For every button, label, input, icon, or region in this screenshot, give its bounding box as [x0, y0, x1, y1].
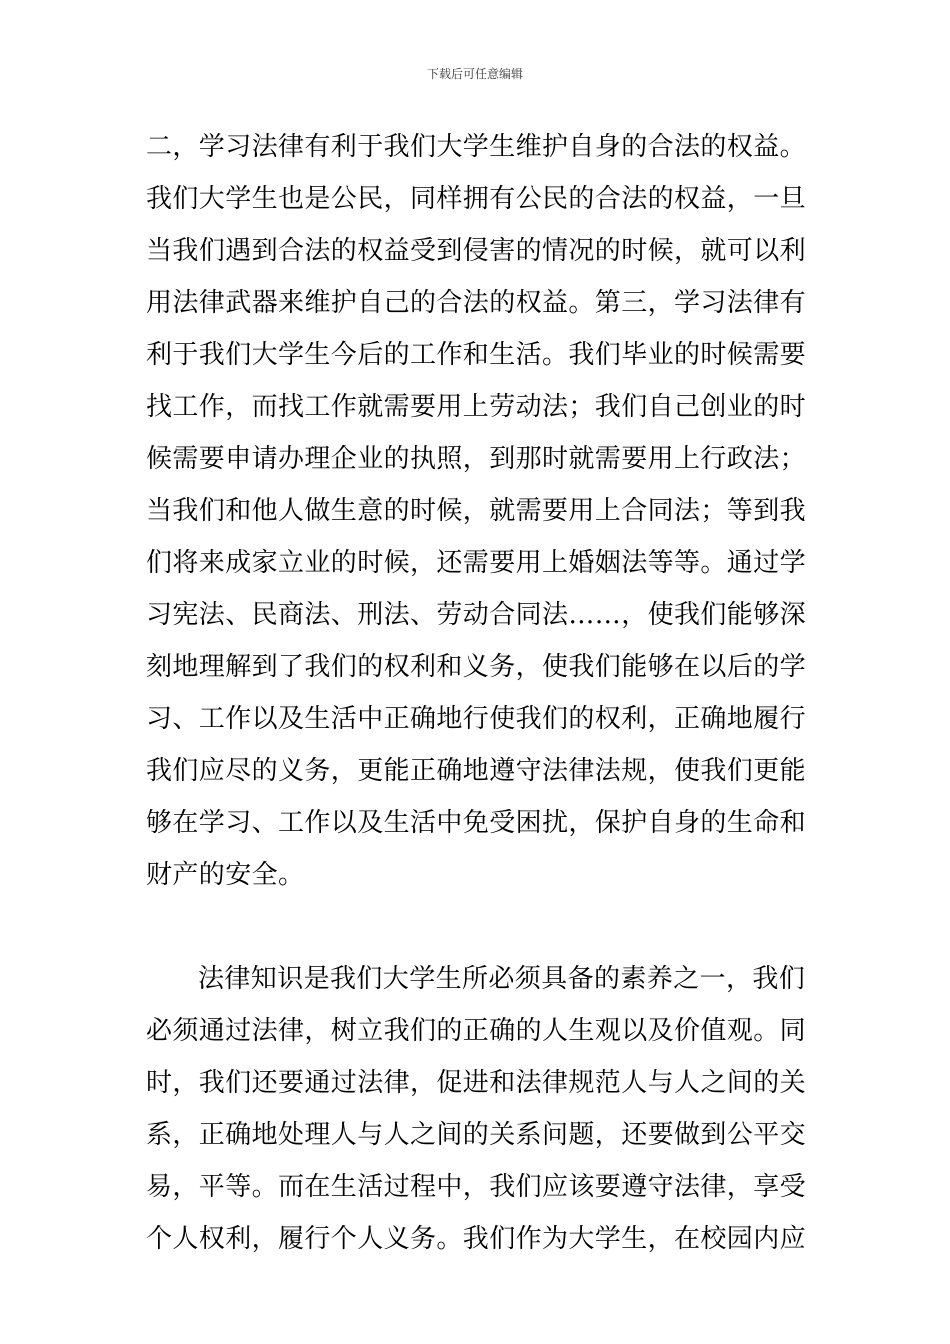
paragraph-line: 当我们遇到合法的权益受到侵害的情况的时候，就可以利	[146, 236, 807, 266]
paragraph-line: 够在学习、工作以及生活中免受困扰，保护自身的生命和	[146, 808, 807, 838]
header-note: 下载后可任意编辑	[426, 67, 523, 81]
paragraph-line: 财产的安全。	[146, 860, 305, 890]
paragraph-line: 们将来成家立业的时候，还需要用上婚姻法等等。通过学	[146, 548, 807, 578]
paragraph-line: 当我们和他人做生意的时候，就需要用上合同法；等到我	[146, 496, 807, 526]
paragraph-line: 习、工作以及生活中正确地行使我们的权利，正确地履行	[146, 704, 807, 734]
paragraph-line: 必须通过法律，树立我们的正确的人生观以及价值观。同	[146, 1016, 807, 1046]
paragraph-line: 利于我们大学生今后的工作和生活。我们毕业的时候需要	[146, 340, 807, 370]
paragraph-line: 刻地理解到了我们的权利和义务，使我们能够在以后的学	[146, 652, 807, 682]
paragraph-line: 时，我们还要通过法律，促进和法律规范人与人之间的关	[146, 1068, 807, 1098]
paragraph-line: 法律知识是我们大学生所必须具备的素养之一，我们	[198, 964, 806, 994]
paragraph-line: 系，正确地处理人与人之间的关系问题，还要做到公平交	[146, 1120, 807, 1150]
paragraph-line: 易，平等。而在生活过程中，我们应该要遵守法律，享受	[146, 1172, 807, 1202]
paragraph-line: 二，学习法律有利于我们大学生维护自身的合法的权益。	[146, 132, 807, 162]
paragraph-line: 找工作，而找工作就需要用上劳动法；我们自己创业的时	[146, 392, 807, 422]
paragraph-line: 个人权利，履行个人义务。我们作为大学生，在校园内应	[146, 1224, 807, 1254]
paragraph-line: 候需要申请办理企业的执照，到那时就需要用上行政法；	[146, 444, 807, 474]
paragraph-line: 用法律武器来维护自己的合法的权益。第三，学习法律有	[146, 288, 807, 318]
paragraph-line: 我们应尽的义务，更能正确地遵守法律法规，使我们更能	[146, 756, 807, 786]
paragraph-line: 习宪法、民商法、刑法、劳动合同法……，使我们能够深	[146, 600, 807, 630]
paragraph-line: 我们大学生也是公民，同样拥有公民的合法的权益，一旦	[146, 184, 807, 214]
